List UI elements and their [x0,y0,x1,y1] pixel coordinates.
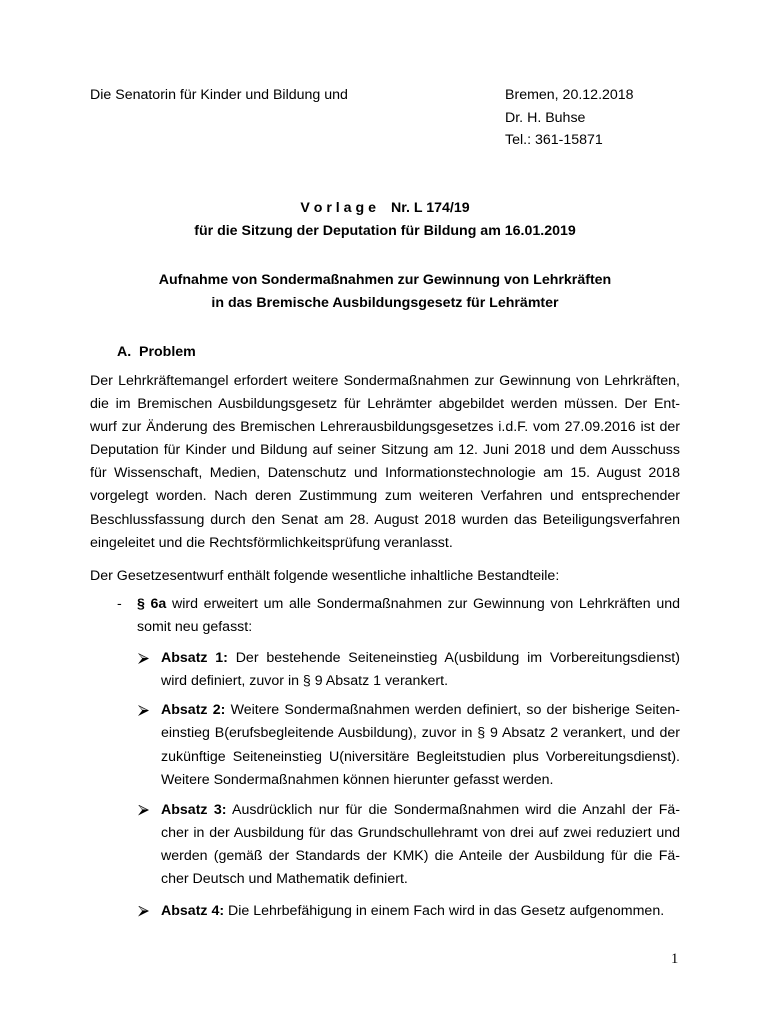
subject-line: in das Bremische Ausbildungsgesetz für Lehrämter [211,295,559,311]
arrowhead-bullet-icon [138,653,149,664]
sub-list-line: zukünftige Seiteneinstieg U(niversitäre Begleitstudien plus Vorbereitungsdienst). [161,748,680,765]
subject-line: Aufnahme von Sondermaßnahmen zur Gewinnung von Lehrkräften [158,272,612,288]
sub-list-line: cher Deutsch und Mathematik definiert. [161,871,408,888]
list-item-text [137,593,680,639]
arrowhead-bullet-icon [138,906,149,917]
sub-list-line: einstieg B(erufsbegleitende Ausbildung), zuvor in § 9 Absatz 2 verankert, und der [161,725,680,742]
arrowhead-bullet-icon [138,805,149,816]
list-item-content: wird erweitert um alle Sondermaßnahmen zur Gewinnung von Lehrkräften und [171,596,680,612]
absatz-label: Absatz 1: [161,650,228,666]
absatz-label: Absatz 3: [161,801,227,818]
place-date: Bremen, 20.12.2018 [505,87,634,103]
letterhead-details [505,84,634,152]
sub-list-line [161,799,680,822]
sub-list-content: Ausdrücklich nur für die Sondermaßnahmen wird die Anzahl der Fä- [232,801,680,818]
sub-list-item-text [161,699,680,792]
section-number: A. [117,344,132,360]
sub-list-item [137,647,680,693]
sub-list-item-text [161,900,680,923]
sub-list-line: cher in der Ausbildung für das Grundschullehramt von drei auf zwei reduziert und [161,824,680,841]
dash-bullet: - [117,596,122,612]
absatz-label: Absatz 4: [161,902,225,919]
sub-list-content: Der bestehende Seiteneinstieg A(usbildung im Vorbereitungsdienst) [235,650,680,666]
sub-list-line [161,699,680,722]
sub-list-content: Weitere Sondermaßnahmen werden definiert, so der bisherige Seiten- [230,702,680,718]
list-intro: Der Gesetzesentwurf enthält folgende wesentliche inhaltliche Bestandteile: [90,568,560,584]
list-item [117,593,680,639]
title-number: Nr. L 174/19 [391,200,470,216]
sub-list-line: wird definiert, zuvor in § 9 Absatz 1 verankert. [161,673,449,689]
sub-list-item-text [161,647,680,693]
sub-list-line [161,647,680,670]
paragraph-line: für Wissenschaft, Medien, Datenschutz und Informationstechnologie am 15. August 2018 [90,465,680,482]
paragraph-line: Der Lehrkräftemangel erfordert weitere Sondermaßnahmen zur Gewinnung von Lehrkräften, [90,373,680,389]
meeting-line: für die Sitzung der Deputation für Bildung am 16.01.2019 [194,223,576,239]
problem-paragraph [90,370,680,555]
section-title: Problem [139,344,196,360]
section-heading [117,341,196,364]
page-number: 1 [671,951,679,967]
title-label: V o r l a g e [300,200,377,216]
document-title [90,197,680,243]
phone-number: Tel.: 361-15871 [505,132,603,149]
sub-list-item [137,799,680,892]
paragraph-line: die im Bremischen Ausbildungsgesetz für Lehrämter abgebildet werden müssen. Der Ent- [90,396,680,413]
title-row [90,197,680,220]
paragraph-line: Beschlussfassung durch den Senat am 28. August 2018 wurden das Beteiligungsverfahren [90,511,680,528]
arrowhead-bullet-icon [138,705,149,716]
list-item-line: somit neu gefasst: [137,619,253,635]
paragraph-line: wurf zur Änderung des Bremischen Lehrerausbildungsgesetzes i.d.F. vom 27.09.2016 ist der [90,419,680,436]
sub-list-line: Weitere Sondermaßnahmen können hierunter gefasst werden. [161,771,554,788]
document-subject [90,269,680,315]
absatz-label: Absatz 2: [161,702,226,718]
paragraph-line: vorgelegt worden. Nach deren Zustimmung zum weiteren Verfahren und entsprechender [90,488,680,505]
sub-list-item-text [161,799,680,892]
list-item-line [137,593,680,616]
sub-list-content: Die Lehrbefähigung in einem Fach wird in das Gesetz aufgenommen. [228,902,665,919]
author-name: Dr. H. Buhse [505,109,586,126]
sub-list-line: werden (gemäß der Standards der KMK) die Anteile der Ausbildung für die Fä- [161,848,680,865]
sub-list-line [161,900,680,923]
sender-line: Die Senatorin für Kinder und Bildung und [90,87,348,103]
sub-list-item [137,699,680,792]
paragraph-line: Deputation für Kinder und Bildung auf seiner Sitzung am 12. Juni 2018 und dem Ausschuss [90,442,680,459]
sub-list-item [137,900,680,923]
paragraph-ref: § 6a [137,596,167,612]
paragraph-line: eingeleitet und die Rechtsförmlichkeitsprüfung veranlasst. [90,534,453,551]
